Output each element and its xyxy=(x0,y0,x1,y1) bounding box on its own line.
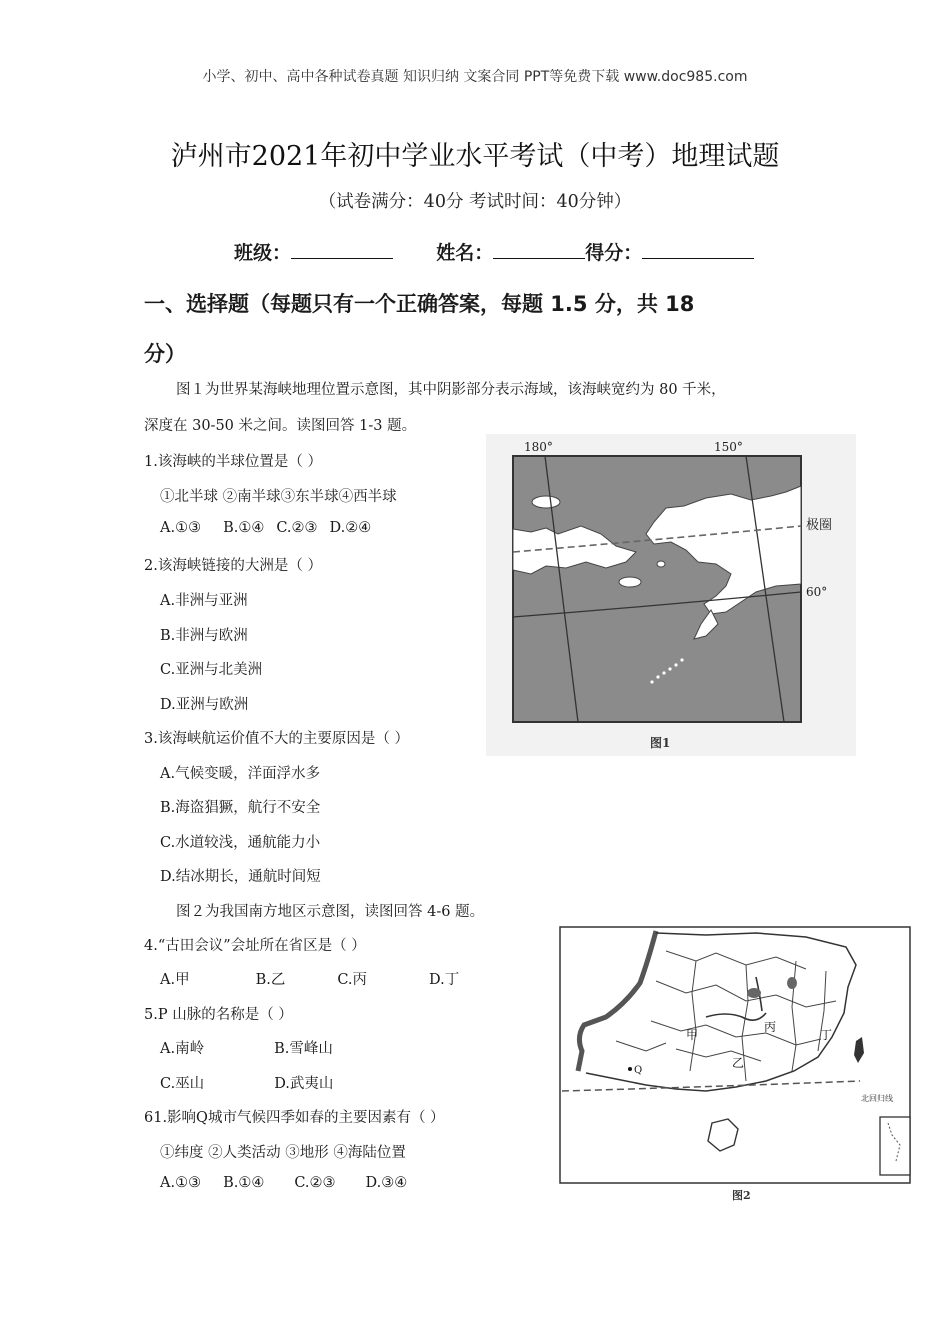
label-jia: 甲 xyxy=(686,1028,699,1042)
page-header: 小学、初中、高中各种试卷真题 知识归纳 文案合同 PPT等免费下载 www.doc985.com xyxy=(202,69,748,85)
south-sea-inset xyxy=(880,1117,910,1175)
label-polar-circle: 极圈 xyxy=(806,518,833,533)
lake-poyang xyxy=(787,977,797,989)
option-a[interactable]: A.南岭 xyxy=(160,1041,205,1057)
class-blank[interactable] xyxy=(291,240,393,259)
question-6-stem: 61.影响Q城市气候四季如春的主要因素有（ ） xyxy=(144,1110,445,1126)
section-heading-cont: 分） xyxy=(144,342,186,366)
intro-figure1-line2: 深度在 30-50 米之间。读图回答 1-3 题。 xyxy=(144,418,417,434)
label-60: 60° xyxy=(806,585,828,599)
question-3-stem: 3.该海峡航运价值不大的主要原因是（ ） xyxy=(144,731,409,747)
figure-1-svg xyxy=(486,434,856,756)
option-c[interactable]: C.②③ xyxy=(294,1175,336,1191)
question-2-stem: 2.该海峡链接的大洲是（ ） xyxy=(144,558,322,574)
score-blank[interactable] xyxy=(642,240,754,259)
label-q-city: Q xyxy=(634,1065,643,1076)
option-a[interactable]: A.①③ xyxy=(160,1175,202,1191)
option-c[interactable]: C.巫山 xyxy=(160,1076,205,1092)
question-3-option-d[interactable]: D.结冰期长，通航时间短 xyxy=(160,869,321,885)
option-a[interactable]: A.①③ xyxy=(160,520,202,536)
question-5-stem: 5.P 山脉的名称是（ ） xyxy=(144,1007,293,1023)
option-b[interactable]: B.雪峰山 xyxy=(274,1041,333,1057)
option-b[interactable]: B.①④ xyxy=(223,1175,265,1191)
section-heading: 一、选择题（每题只有一个正确答案，每题 1.5 分，共 18 xyxy=(144,292,695,316)
question-3-option-b[interactable]: B.海盗猖獗，航行不安全 xyxy=(160,800,321,816)
question-6-items: ①纬度 ②人类活动 ③地形 ④海陆位置 xyxy=(160,1145,406,1161)
question-1-stem: 1.该海峡的半球位置是（ ） xyxy=(144,454,322,470)
name-label: 姓名： xyxy=(436,242,494,264)
label-yi: 乙 xyxy=(732,1056,745,1070)
option-c[interactable]: C.丙 xyxy=(337,972,368,988)
island-2 xyxy=(619,577,641,587)
name-blank[interactable] xyxy=(493,240,585,259)
page-title: 泸州市2021年初中学业水平考试（中考）地理试题 xyxy=(170,141,780,172)
question-1-options xyxy=(160,520,371,536)
option-a[interactable]: A.甲 xyxy=(160,972,190,988)
island-3 xyxy=(657,561,665,567)
question-5-options-row2 xyxy=(160,1072,333,1093)
question-3-option-c[interactable]: C.水道较浅，通航能力小 xyxy=(160,835,321,851)
label-bing: 丙 xyxy=(764,1020,777,1034)
question-2-option-d[interactable]: D.亚洲与欧洲 xyxy=(160,697,249,713)
lake-dongting xyxy=(747,988,761,998)
page-subtitle: （试卷满分：40分 考试时间：40分钟） xyxy=(318,192,632,212)
label-150: 150° xyxy=(714,440,743,454)
student-info-fields xyxy=(234,238,754,265)
label-180: 180° xyxy=(524,440,553,454)
intro-figure2: 图２为我国南方地区示意图，读图回答 4-6 题。 xyxy=(176,904,485,920)
class-label: 班级： xyxy=(234,242,292,264)
figure-1-caption: 图1 xyxy=(650,736,671,750)
option-d[interactable]: D.丁 xyxy=(429,972,460,988)
question-2-option-b[interactable]: B.非洲与欧洲 xyxy=(160,628,248,644)
option-d[interactable]: D.武夷山 xyxy=(274,1076,334,1092)
question-5-options-row1 xyxy=(160,1037,333,1058)
island-1 xyxy=(532,496,560,508)
option-d[interactable]: D.③④ xyxy=(365,1175,408,1191)
score-label: 得分： xyxy=(585,242,643,264)
figure-2-svg xyxy=(556,921,916,1205)
option-d[interactable]: D.②④ xyxy=(329,520,372,536)
option-b[interactable]: B.①④ xyxy=(223,520,265,536)
question-2-option-a[interactable]: A.非洲与亚洲 xyxy=(160,593,248,609)
question-4-options xyxy=(160,968,459,989)
question-3-option-a[interactable]: A.气候变暖，洋面浮水多 xyxy=(160,766,321,782)
label-tropic: 北回归线 xyxy=(861,1094,893,1103)
figure-2-south-china-map xyxy=(556,921,916,1205)
q-city-dot xyxy=(628,1067,632,1071)
question-6-options xyxy=(160,1175,407,1191)
question-1-items: ①北半球 ②南半球③东半球④西半球 xyxy=(160,489,397,505)
question-2-option-c[interactable]: C.亚洲与北美洲 xyxy=(160,662,263,678)
intro-figure1-line1: 图１为世界某海峡地理位置示意图，其中阴影部分表示海域，该海峡宽约为 80 千米， xyxy=(176,382,726,398)
figure-2-caption: 图2 xyxy=(732,1189,751,1202)
question-4-stem: 4.“古田会议”会址所在省区是（ ） xyxy=(144,938,366,954)
figure-1-strait-map xyxy=(486,434,856,756)
label-ding: 丁 xyxy=(820,1028,833,1042)
option-c[interactable]: C.②③ xyxy=(276,520,318,536)
option-b[interactable]: B.乙 xyxy=(255,972,286,988)
